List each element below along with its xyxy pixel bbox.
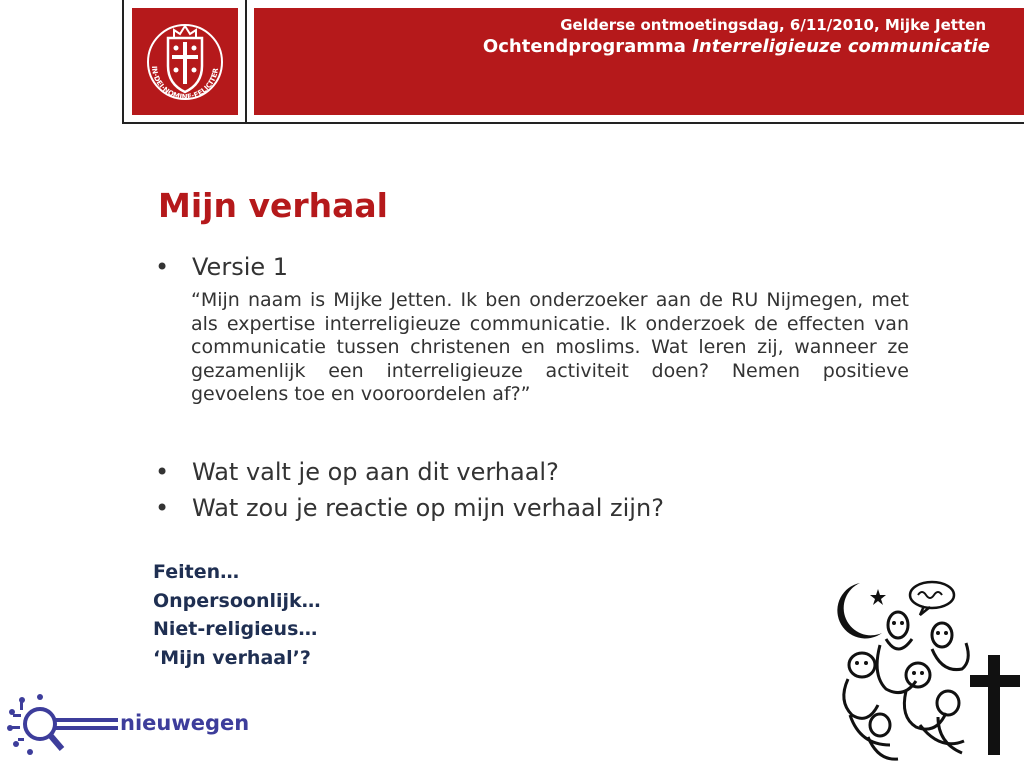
- header-title-prefix: Ochtendprogramma: [482, 36, 693, 57]
- story-quote: “Mijn naam is Mijke Jetten. Ik ben onderzoeker aan de RU Nijmegen, met als expertise interreligieuze communicatie. Ik onderzoek de effecten van communicatie tussen christenen en moslims. Wat leren zij, wanneer ze gezamenlijk een interreligieuze activiteit doen? Nemen positieve gevoelens toe en vooroordelen af?”: [191, 289, 909, 405]
- note-item: Niet-religieus…: [153, 618, 318, 640]
- university-seal-icon: [132, 8, 238, 115]
- note-item: ‘Mijn verhaal’?: [153, 646, 311, 669]
- note-item: Onpersoonlijk…: [153, 589, 321, 612]
- bullet-text: Versie 1: [192, 253, 289, 281]
- slide-title: Mijn verhaal: [158, 186, 388, 225]
- bullet-dot-icon: •: [155, 494, 170, 522]
- header-title-italic: Interreligieuze communicatie: [692, 36, 990, 57]
- bullet-text: Wat valt je op aan dit verhaal?: [192, 458, 559, 486]
- header-divider: [245, 0, 247, 124]
- nieuwegen-logo-icon: [6, 694, 118, 758]
- notes-list: [153, 558, 321, 672]
- bullet-text: Wat zou je reactie op mijn verhaal zijn?: [192, 494, 664, 522]
- interreligious-people-illustration-icon: [820, 575, 1024, 765]
- header-title: [483, 36, 990, 57]
- bullet-item: [155, 494, 664, 522]
- bullet-item: [155, 458, 559, 486]
- bullet-item: [155, 253, 288, 281]
- bullet-dot-icon: •: [155, 458, 170, 486]
- seal-text: IN·DEI·NOMINE·FELICITER: [149, 65, 221, 102]
- bullet-dot-icon: •: [155, 253, 170, 281]
- header-subtitle: Gelderse ontmoetingsdag, 6/11/2010, Mijke Jetten: [560, 16, 986, 34]
- note-item: Feiten…: [153, 561, 240, 583]
- nieuwegen-logo-text: nieuwegen: [120, 711, 250, 735]
- university-logo: [132, 8, 238, 115]
